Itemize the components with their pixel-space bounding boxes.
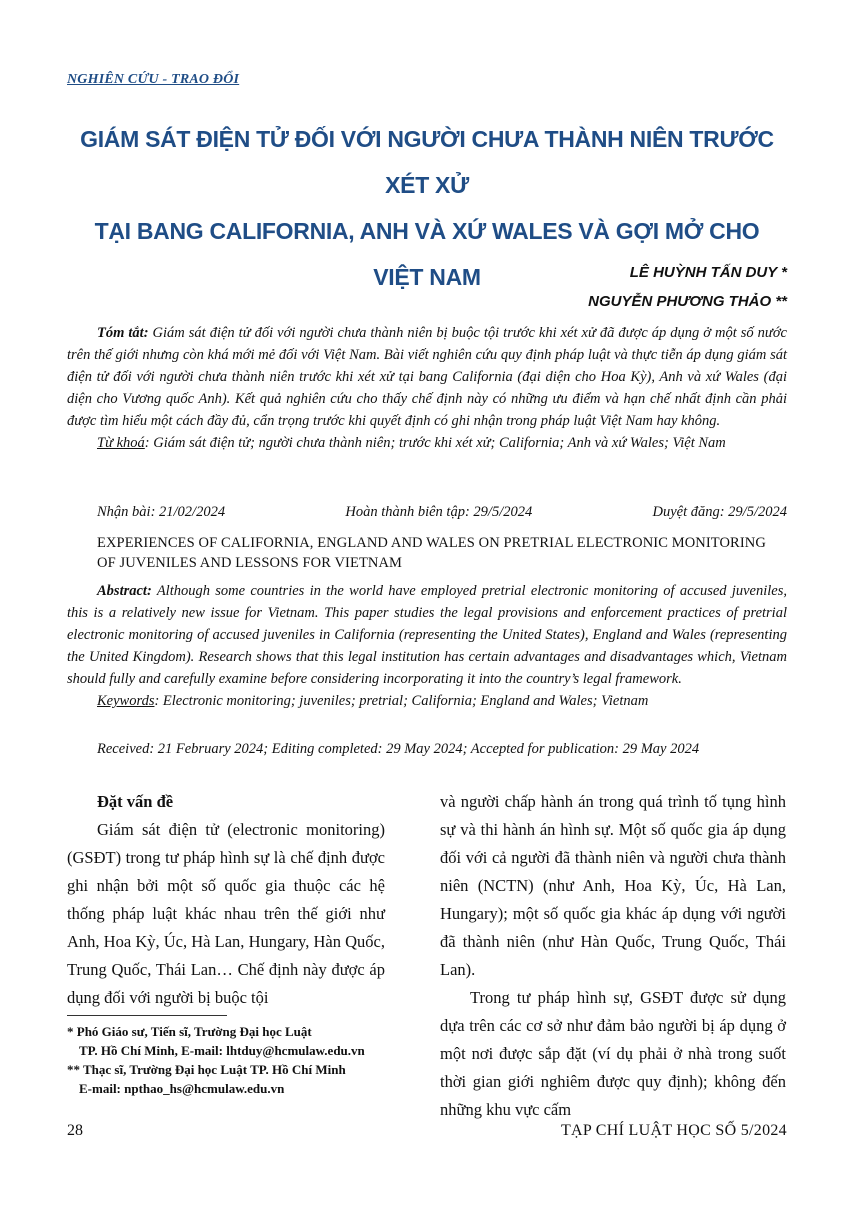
footnote-divider bbox=[67, 1015, 227, 1016]
date-edited-vi: Hoàn thành biên tập: 29/5/2024 bbox=[345, 504, 533, 520]
section-label: NGHIÊN CỨU - TRAO ĐỔI bbox=[67, 72, 240, 87]
authors bbox=[588, 258, 787, 316]
keywords-vi-label: Từ khoá bbox=[97, 435, 145, 451]
author-1: LÊ HUỲNH TẤN DUY * bbox=[629, 264, 787, 281]
abstract-english bbox=[67, 580, 787, 712]
keywords-vi-text: : Giám sát điện tử; người chưa thành niên; trước khi xét xử; California; Anh và xứ Wales; Việt Nam bbox=[144, 435, 726, 451]
abstract-vi-text: Giám sát điện tử đối với người chưa thành niên bị buộc tội trước khi xét xử đã được áp dụng ở một số nước trên thế giới nhưng còn khá mới mẻ đối với Việt Nam. Bài viết nghiên cứu quy định pháp luật và thực tiễn áp dụng giám sát điện tử đối với người chưa thành niên trước khi xét xử tại bang California (đại diện cho Hoa Kỳ), Anh và xứ Wales (đại diện cho Vương quốc Anh). Kết quả nghiên cứu cho thấy chế định này có những ưu điểm và hạn chế nhất định cần phải được tìm hiểu một cách đầy đủ, cẩn trọng trước khi quyết định có ghi nhận trong pháp luật Việt Nam hay không. bbox=[67, 325, 787, 429]
footnotes bbox=[67, 1015, 407, 1098]
body-right-paragraph-1: và người chấp hành án trong quá trình tố tụng hình sự và thi hành án hình sự. Một số quốc gia áp dụng đối với cả người đã thành niên và người chưa thành niên (NCTN) (như Anh, Hoa Kỳ, Úc, Hà Lan, Hungary); một số quốc gia khác áp dụng với người đã thành niên (như Hàn Quốc, Trung Quốc, Thái Lan). bbox=[440, 792, 786, 979]
date-accepted-vi: Duyệt đăng: 29/5/2024 bbox=[652, 504, 787, 520]
keywords-en-text: : Electronic monitoring; juveniles; pretrial; California; England and Wales; Vietnam bbox=[154, 693, 649, 709]
footnote-1-line-2: TP. Hồ Chí Minh, E-mail: lhtduy@hcmulaw.edu.vn bbox=[79, 1043, 365, 1058]
page-number: 28 bbox=[67, 1122, 83, 1139]
abstract-en-text: Although some countries in the world have employed pretrial electronic monitoring of accused juveniles, this is a relatively new issue for Vietnam. This paper studies the legal provisions and enforcement practices of pretrial electronic monitoring of accused juveniles in California (representing the United States), England and Wales (representing the United Kingdom). Research shows that this legal institution has certain advantages and disadvantages which, Vietnam should fully and carefully examine before considering incorporating it into the country’s legal framework. bbox=[67, 583, 787, 687]
footnote-2-line-2: E-mail: npthao_hs@hcmulaw.edu.vn bbox=[79, 1081, 285, 1096]
abstract-en-label: Abstract: bbox=[97, 583, 152, 599]
english-title: EXPERIENCES OF CALIFORNIA, ENGLAND AND WALES ON PRETRIAL ELECTRONIC MONITORING OF JUVENILES AND LESSONS FOR VIETNAM bbox=[97, 535, 766, 571]
date-received-vi: Nhận bài: 21/02/2024 bbox=[97, 504, 226, 520]
footnote-2-line-1: ** Thạc sĩ, Trường Đại học Luật TP. Hồ Chí Minh bbox=[67, 1062, 346, 1077]
footnote-1-line-1: * Phó Giáo sư, Tiến sĩ, Trường Đại học Luật bbox=[67, 1024, 312, 1039]
body-left-paragraph: Giám sát điện tử (electronic monitoring) (GSĐT) trong tư pháp hình sự là chế định được ghi nhận bởi một số quốc gia thuộc các hệ thống pháp luật khác nhau trên thế giới như Anh, Hoa Kỳ, Úc, Hà Lan, Hungary, Hàn Quốc, Trung Quốc, Thái Lan… Chế định này được áp dụng đối với người bị buộc tội bbox=[67, 820, 385, 1007]
dates-vietnamese bbox=[97, 504, 787, 521]
title-line-2: TẠI BANG CALIFORNIA, ANH VÀ XỨ WALES VÀ GỢI MỞ CHO VIỆT NAM bbox=[94, 218, 760, 290]
body-column-left bbox=[67, 788, 385, 1012]
body-heading: Đặt vấn đề bbox=[97, 792, 174, 811]
title-line-1: GIÁM SÁT ĐIỆN TỬ ĐỐI VỚI NGƯỜI CHƯA THÀNH NIÊN TRƯỚC XÉT XỬ bbox=[80, 126, 774, 198]
received-english: Received: 21 February 2024; Editing completed: 29 May 2024; Accepted for publication: 29 May 2024 bbox=[97, 741, 700, 757]
author-2: NGUYỄN PHƯƠNG THẢO ** bbox=[588, 293, 787, 310]
abstract-vietnamese bbox=[67, 322, 787, 454]
abstract-vi-label: Tóm tắt: bbox=[97, 325, 149, 341]
journal-name: TẠP CHÍ LUẬT HỌC SỐ 5/2024 bbox=[560, 1122, 787, 1139]
keywords-en-label: Keywords bbox=[97, 693, 155, 709]
body-right-paragraph-2: Trong tư pháp hình sự, GSĐT được sử dụng dựa trên các cơ sở như đảm bảo người bị áp dụng ở một nơi được sắp đặt (ví dụ phải ở nhà trong suốt thời gian giới nghiêm được quy định); không đến những khu vực cấm bbox=[440, 988, 786, 1119]
body-column-right bbox=[440, 788, 786, 1124]
